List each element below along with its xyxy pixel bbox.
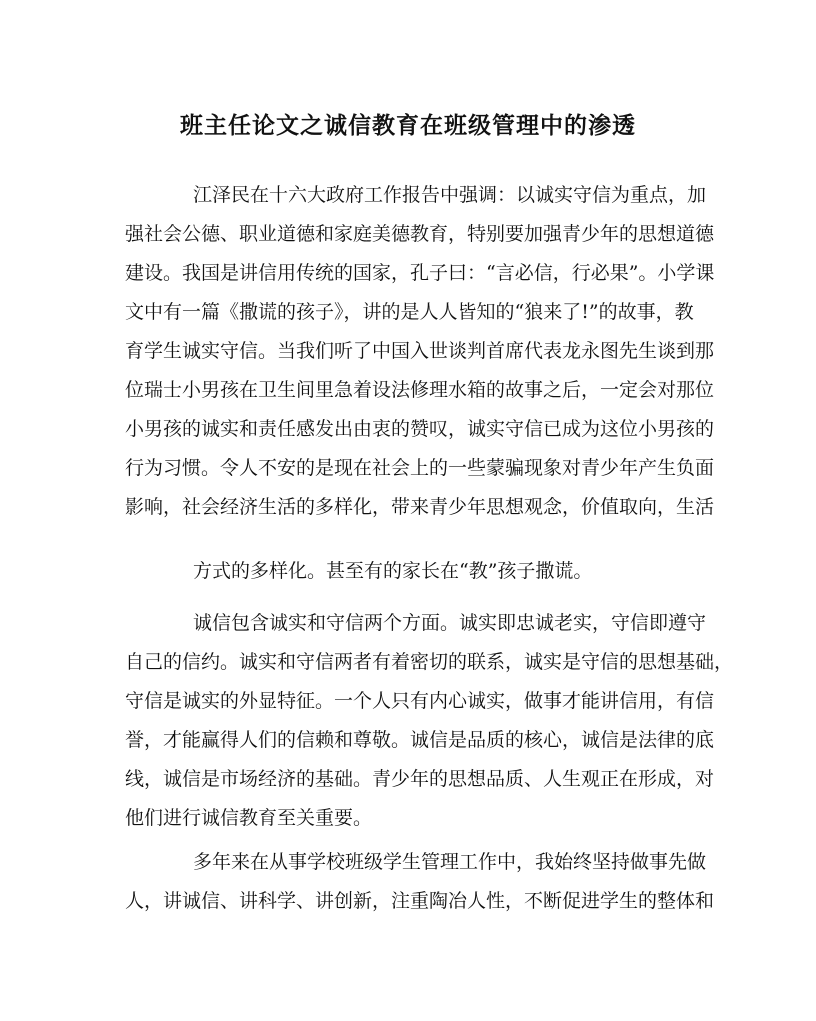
paragraph-line: 位瑞士小男孩在卫生间里急着设法修理水箱的故事之后，一定会对那位 [125, 379, 715, 401]
document-title: 班主任论文之诚信教育在班级管理中的渗透 [180, 112, 636, 139]
paragraph-line: 江泽民在十六大政府工作报告中强调：以诚实守信为重点，加 [193, 184, 707, 206]
paragraph-line: 育学生诚实守信。当我们听了中国入世谈判首席代表龙永图先生谈到那 [125, 340, 715, 362]
paragraph-line: 诚信包含诚实和守信两个方面。诚实即忠诚老实，守信即遵守 [193, 612, 707, 634]
paragraph-line: 行为习惯。令人不安的是现在社会上的一些蒙骗现象对青少年产生负面 [125, 457, 715, 479]
paragraph-line: 方式的多样化。甚至有的家长在“教”孩子撒谎。 [193, 560, 593, 582]
paragraph-line: 文中有一篇《撒谎的孩子》，讲的是人人皆知的“狼来了!”的故事，教 [125, 301, 694, 323]
paragraph-line: 多年来在从事学校班级学生管理工作中，我始终坚持做事先做 [193, 851, 707, 873]
paragraph-line: 影响，社会经济生活的多样化，带来青少年思想观念，价值取向，生活 [125, 496, 715, 518]
paragraph-line: 誉，才能赢得人们的信赖和尊敬。诚信是品质的核心，诚信是法律的底 [125, 729, 715, 751]
paragraph-line: 小男孩的诚实和责任感发出由衷的赞叹，诚实守信已成为这位小男孩的 [125, 418, 715, 440]
paragraph-line: 建设。我国是讲信用传统的国家，孔子曰：“言必信，行必果”。小学课 [125, 262, 715, 284]
paragraph-line: 强社会公德、职业道德和家庭美德教育，特别要加强青少年的思想道德 [125, 223, 715, 245]
paragraph-line: 自己的信约。诚实和守信两者有着密切的联系，诚实是守信的思想基础， [125, 651, 734, 673]
paragraph-line: 他们进行诚信教育至关重要。 [125, 807, 373, 829]
paragraph-line: 线，诚信是市场经济的基础。青少年的思想品质、人生观正在形成，对 [125, 768, 715, 790]
paragraph-line: 守信是诚实的外显特征。一个人只有内心诚实，做事才能讲信用，有信 [125, 690, 715, 712]
paragraph-line: 人，讲诚信、讲科学、讲创新，注重陶冶人性，不断促进学生的整体和 [125, 890, 715, 912]
